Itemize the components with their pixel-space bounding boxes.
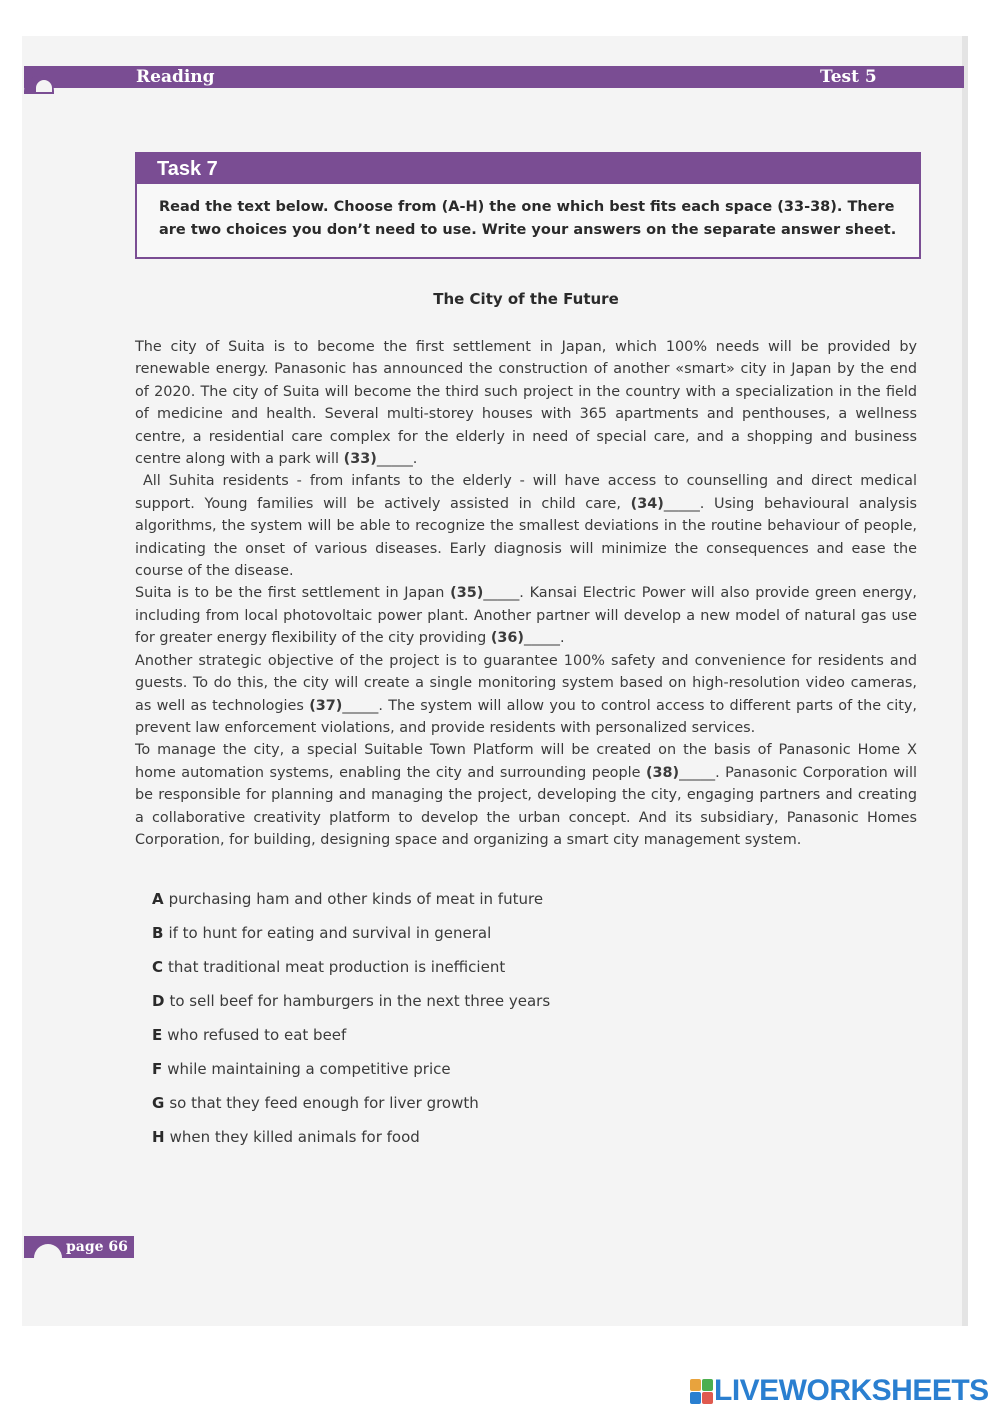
text-span: To manage the city, a special Suitable Town Platform will be created on the basis of Panasonic Home X home automation systems, enabling the city and surrounding people <box>135 742 917 781</box>
paragraph <box>135 582 917 649</box>
page-number: page 66 <box>66 1239 128 1255</box>
logo-square-1 <box>690 1379 701 1391</box>
option-g <box>152 1092 752 1126</box>
option-a <box>152 888 752 922</box>
gap-38[interactable]: (38) <box>645 764 680 781</box>
article-title: The City of the Future <box>433 290 619 308</box>
logo-square-2 <box>702 1379 713 1391</box>
liveworksheets-logo[interactable] <box>690 1374 989 1408</box>
logo-square-4 <box>702 1392 713 1404</box>
option-text: to sell beef for hamburgers in the next three years <box>169 992 551 1010</box>
option-letter: D <box>152 992 165 1010</box>
option-text: so that they feed enough for liver growth <box>169 1094 479 1112</box>
text-span: Another strategic objective of the project is to guarantee 100% safety and convenience for residents and guests. To do this, the city will create a single monitoring system based on high-resolution video cameras, as well as technologies <box>135 652 917 714</box>
option-letter: C <box>152 958 164 976</box>
option-letter: F <box>152 1060 163 1078</box>
option-b <box>152 922 752 956</box>
text-span: _____. Kansai Electric Power will also provide green energy, including from local photovoltaic power plant. Another partner will develop a new model of natural gas use for greater energy flexibility of the city providing <box>135 585 917 647</box>
gap-34[interactable]: (34) <box>630 495 664 512</box>
text-span: _____. The system will allow you to control access to different parts of the city, prevent law enforcement violations, and provide residents with personalized services. <box>135 697 917 736</box>
paragraph <box>135 650 917 740</box>
option-e <box>152 1024 752 1058</box>
paragraph <box>135 336 917 470</box>
option-text: purchasing ham and other kinds of meat in future <box>168 890 544 908</box>
answer-options <box>152 888 752 1160</box>
paragraph <box>135 470 917 582</box>
option-text: if to hunt for eating and survival in general <box>168 924 492 942</box>
text-span: Suita is to be the first settlement in Japan <box>135 585 451 602</box>
liveworksheets-brand-text: LIVEWORKSHEETS <box>714 1374 989 1407</box>
text-span: _____. Using behavioural analysis algorithms, the system will be able to recognize the smallest deviations in the routine behaviour of people, indicating the onset of various diseases. Early diagnosis will minimize the consequences and ease the course of the disease. <box>135 495 917 580</box>
text-span: All Suhita residents - from infants to the elderly - will have access to counselling and direct medical support. Young families will be actively assisted in child care, <box>135 473 917 512</box>
logo-square-3 <box>690 1392 701 1404</box>
paragraph <box>135 739 917 851</box>
liveworksheets-logo-icon <box>690 1379 712 1403</box>
text-span: _____. <box>524 630 565 647</box>
article-body <box>135 336 917 851</box>
page-edge <box>962 36 968 1326</box>
option-letter: B <box>152 924 164 942</box>
option-text: while maintaining a competitive price <box>167 1060 451 1078</box>
option-letter: E <box>152 1026 163 1044</box>
option-c <box>152 956 752 990</box>
text-span: _____. <box>376 451 418 468</box>
option-text: that traditional meat production is inefficient <box>168 958 506 976</box>
gap-35[interactable]: (35) <box>450 585 484 602</box>
gap-37[interactable]: (37) <box>309 697 343 714</box>
gap-33[interactable]: (33) <box>343 451 377 468</box>
option-text: who refused to eat beef <box>167 1026 347 1044</box>
task-instructions: Read the text below. Choose from (A-H) the one which best fits each space (33-38). There are two choices you don’t need to use. Write your answers on the separate answer sheet. <box>159 199 897 238</box>
task-title: Task 7 <box>137 154 919 184</box>
option-text: when they killed animals for food <box>169 1128 420 1146</box>
task-box <box>135 152 921 259</box>
option-h <box>152 1126 752 1160</box>
option-f <box>152 1058 752 1092</box>
text-span: The city of Suita is to become the first settlement in Japan, which 100% needs will be provided by renewable energy. Panasonic has announced the construction of another «smart» city in Japan by the end of 2020. The city of Suita will become the third such project in the country with a specialization in the field of medicine and health. Several multi-storey houses with 365 apartments and penthouses, a wellness centre, a residential care complex for the elderly in need of special care, and a shopping and business centre along with a park will <box>135 339 917 468</box>
text-span: _____. Panasonic Corporation will be responsible for planning and managing the project, developing the city, engaging partners and creating a collaborative creativity platform to develop the urban concept. And its subsidiary, Panasonic Homes Corporation, for building, designing space and organizing a smart city management system. <box>135 764 917 848</box>
test-label: Test 5 <box>820 67 877 87</box>
gap-36[interactable]: (36) <box>490 630 524 647</box>
section-title: Reading <box>136 67 215 87</box>
option-d <box>152 990 752 1024</box>
option-letter: H <box>152 1128 165 1146</box>
option-letter: A <box>152 890 164 908</box>
option-letter: G <box>152 1094 165 1112</box>
